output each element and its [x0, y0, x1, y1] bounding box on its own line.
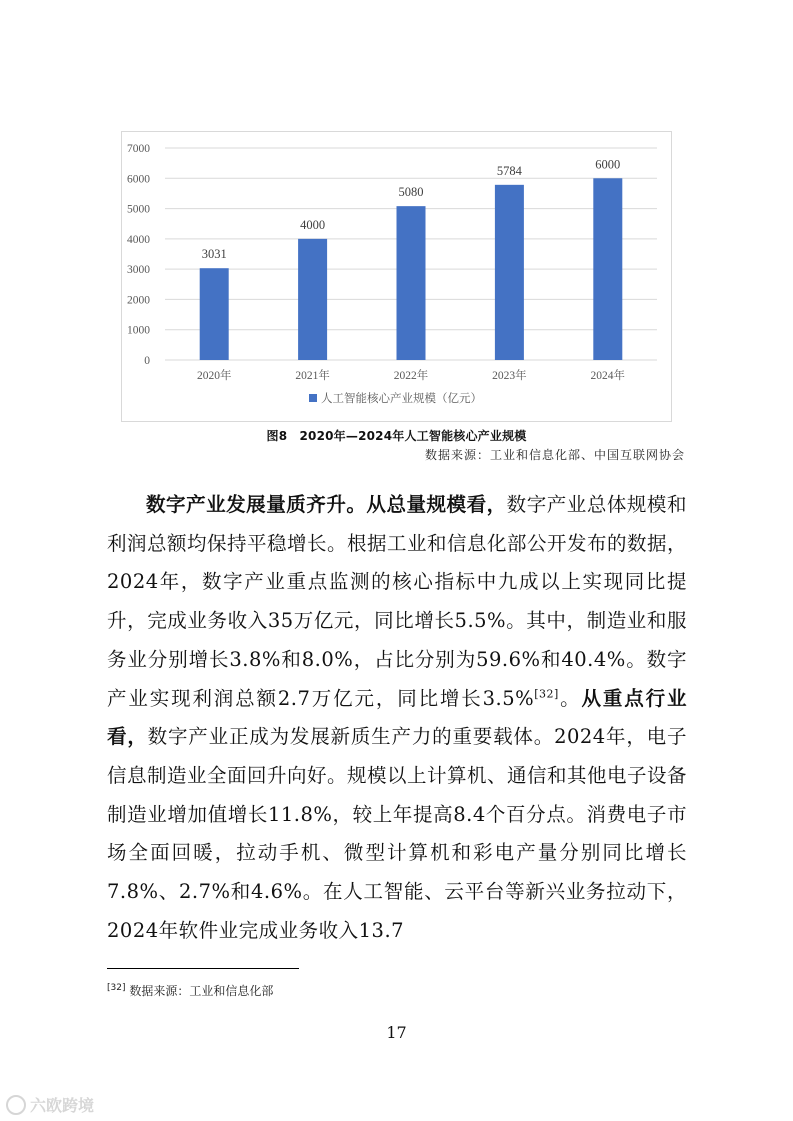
- watermark-text: 六欧跨境: [30, 1096, 95, 1115]
- bar-2021年: [298, 239, 327, 360]
- x-tick-label: 2023年: [492, 370, 527, 382]
- x-tick-label: 2020年: [196, 370, 232, 382]
- watermark-logo-icon: [6, 1095, 26, 1115]
- figure-source: 数据来源：工业和信息化部、中国互联网协会: [424, 448, 685, 462]
- citation-ref[interactable]: [32]: [534, 687, 559, 701]
- bold-lead-1: 数字产业发展量质齐升。从总量规模看，: [146, 493, 507, 516]
- y-tick-label: 2000: [127, 294, 150, 307]
- body-text-1: 数字产业总体规模和利润总额均保持平稳增长。根据工业和信息化部公开发布的数据，2024年，数字产业重点监测的核心指标中九成以上实现同比提升，完成业务收入35万亿元，同比增长5.5%。其中，制造业和服务业分别增长3.8%和8.0%，占比分别为59.6%和40.4%。数字产业实现利润总额2.7万亿元，同比增长3.5%: [107, 493, 688, 710]
- footnote-marker: [32]: [107, 983, 126, 993]
- y-tick-label: 1000: [127, 324, 150, 337]
- body-paragraph: [107, 486, 687, 950]
- legend-swatch: [309, 394, 317, 402]
- x-tick-label: 2024年: [590, 370, 626, 382]
- bar-2023年: [495, 185, 524, 360]
- y-tick-label: 3000: [127, 264, 150, 277]
- y-tick-label: 6000: [127, 173, 150, 186]
- footnote-rule: [107, 968, 299, 969]
- legend-label: 人工智能核心产业规模（亿元）: [321, 391, 482, 405]
- bar-2024年: [593, 178, 622, 360]
- figure-caption: 图8 2020年—2024年人工智能核心产业规模: [266, 429, 527, 443]
- data-label: 5784: [496, 163, 522, 178]
- data-label: 3031: [201, 247, 227, 262]
- y-tick-label: 5000: [127, 203, 150, 216]
- chart-svg: [122, 132, 673, 423]
- bold-lead-2: 从重点行业看，: [107, 686, 687, 749]
- x-tick-label: 2022年: [393, 370, 429, 382]
- x-tick-label: 2021年: [295, 370, 330, 382]
- footnote: [107, 982, 273, 999]
- watermark: [6, 1093, 94, 1116]
- body-text-3: 数字产业正成为发展新质生产力的重要载体。2024年，电子信息制造业全面回升向好。规模以上计算机、通信和其他电子设备制造业增加值增长11.8%，较上年提高8.4个百分点。消费电子市场全面回暖，拉动手机、微型计算机和彩电产量分别同比增长7.8%、2.7%和4.6%。在人工智能、云平台等新兴业务拉动下，2024年软件业完成业务收入13.7: [107, 725, 688, 942]
- data-label: 6000: [595, 157, 621, 172]
- y-tick-label: 0: [144, 355, 150, 367]
- footnote-text: 数据来源：工业和信息化部: [129, 984, 274, 998]
- data-label: 5080: [398, 185, 424, 200]
- data-label: 4000: [300, 217, 326, 232]
- body-text-2: 。: [558, 686, 582, 710]
- bar-2022年: [397, 206, 426, 360]
- y-tick-label: 4000: [127, 233, 150, 246]
- bar-chart: [121, 131, 672, 422]
- bar-2020年: [200, 268, 229, 360]
- page-number: 17: [386, 1023, 407, 1042]
- y-tick-label: 7000: [127, 143, 150, 155]
